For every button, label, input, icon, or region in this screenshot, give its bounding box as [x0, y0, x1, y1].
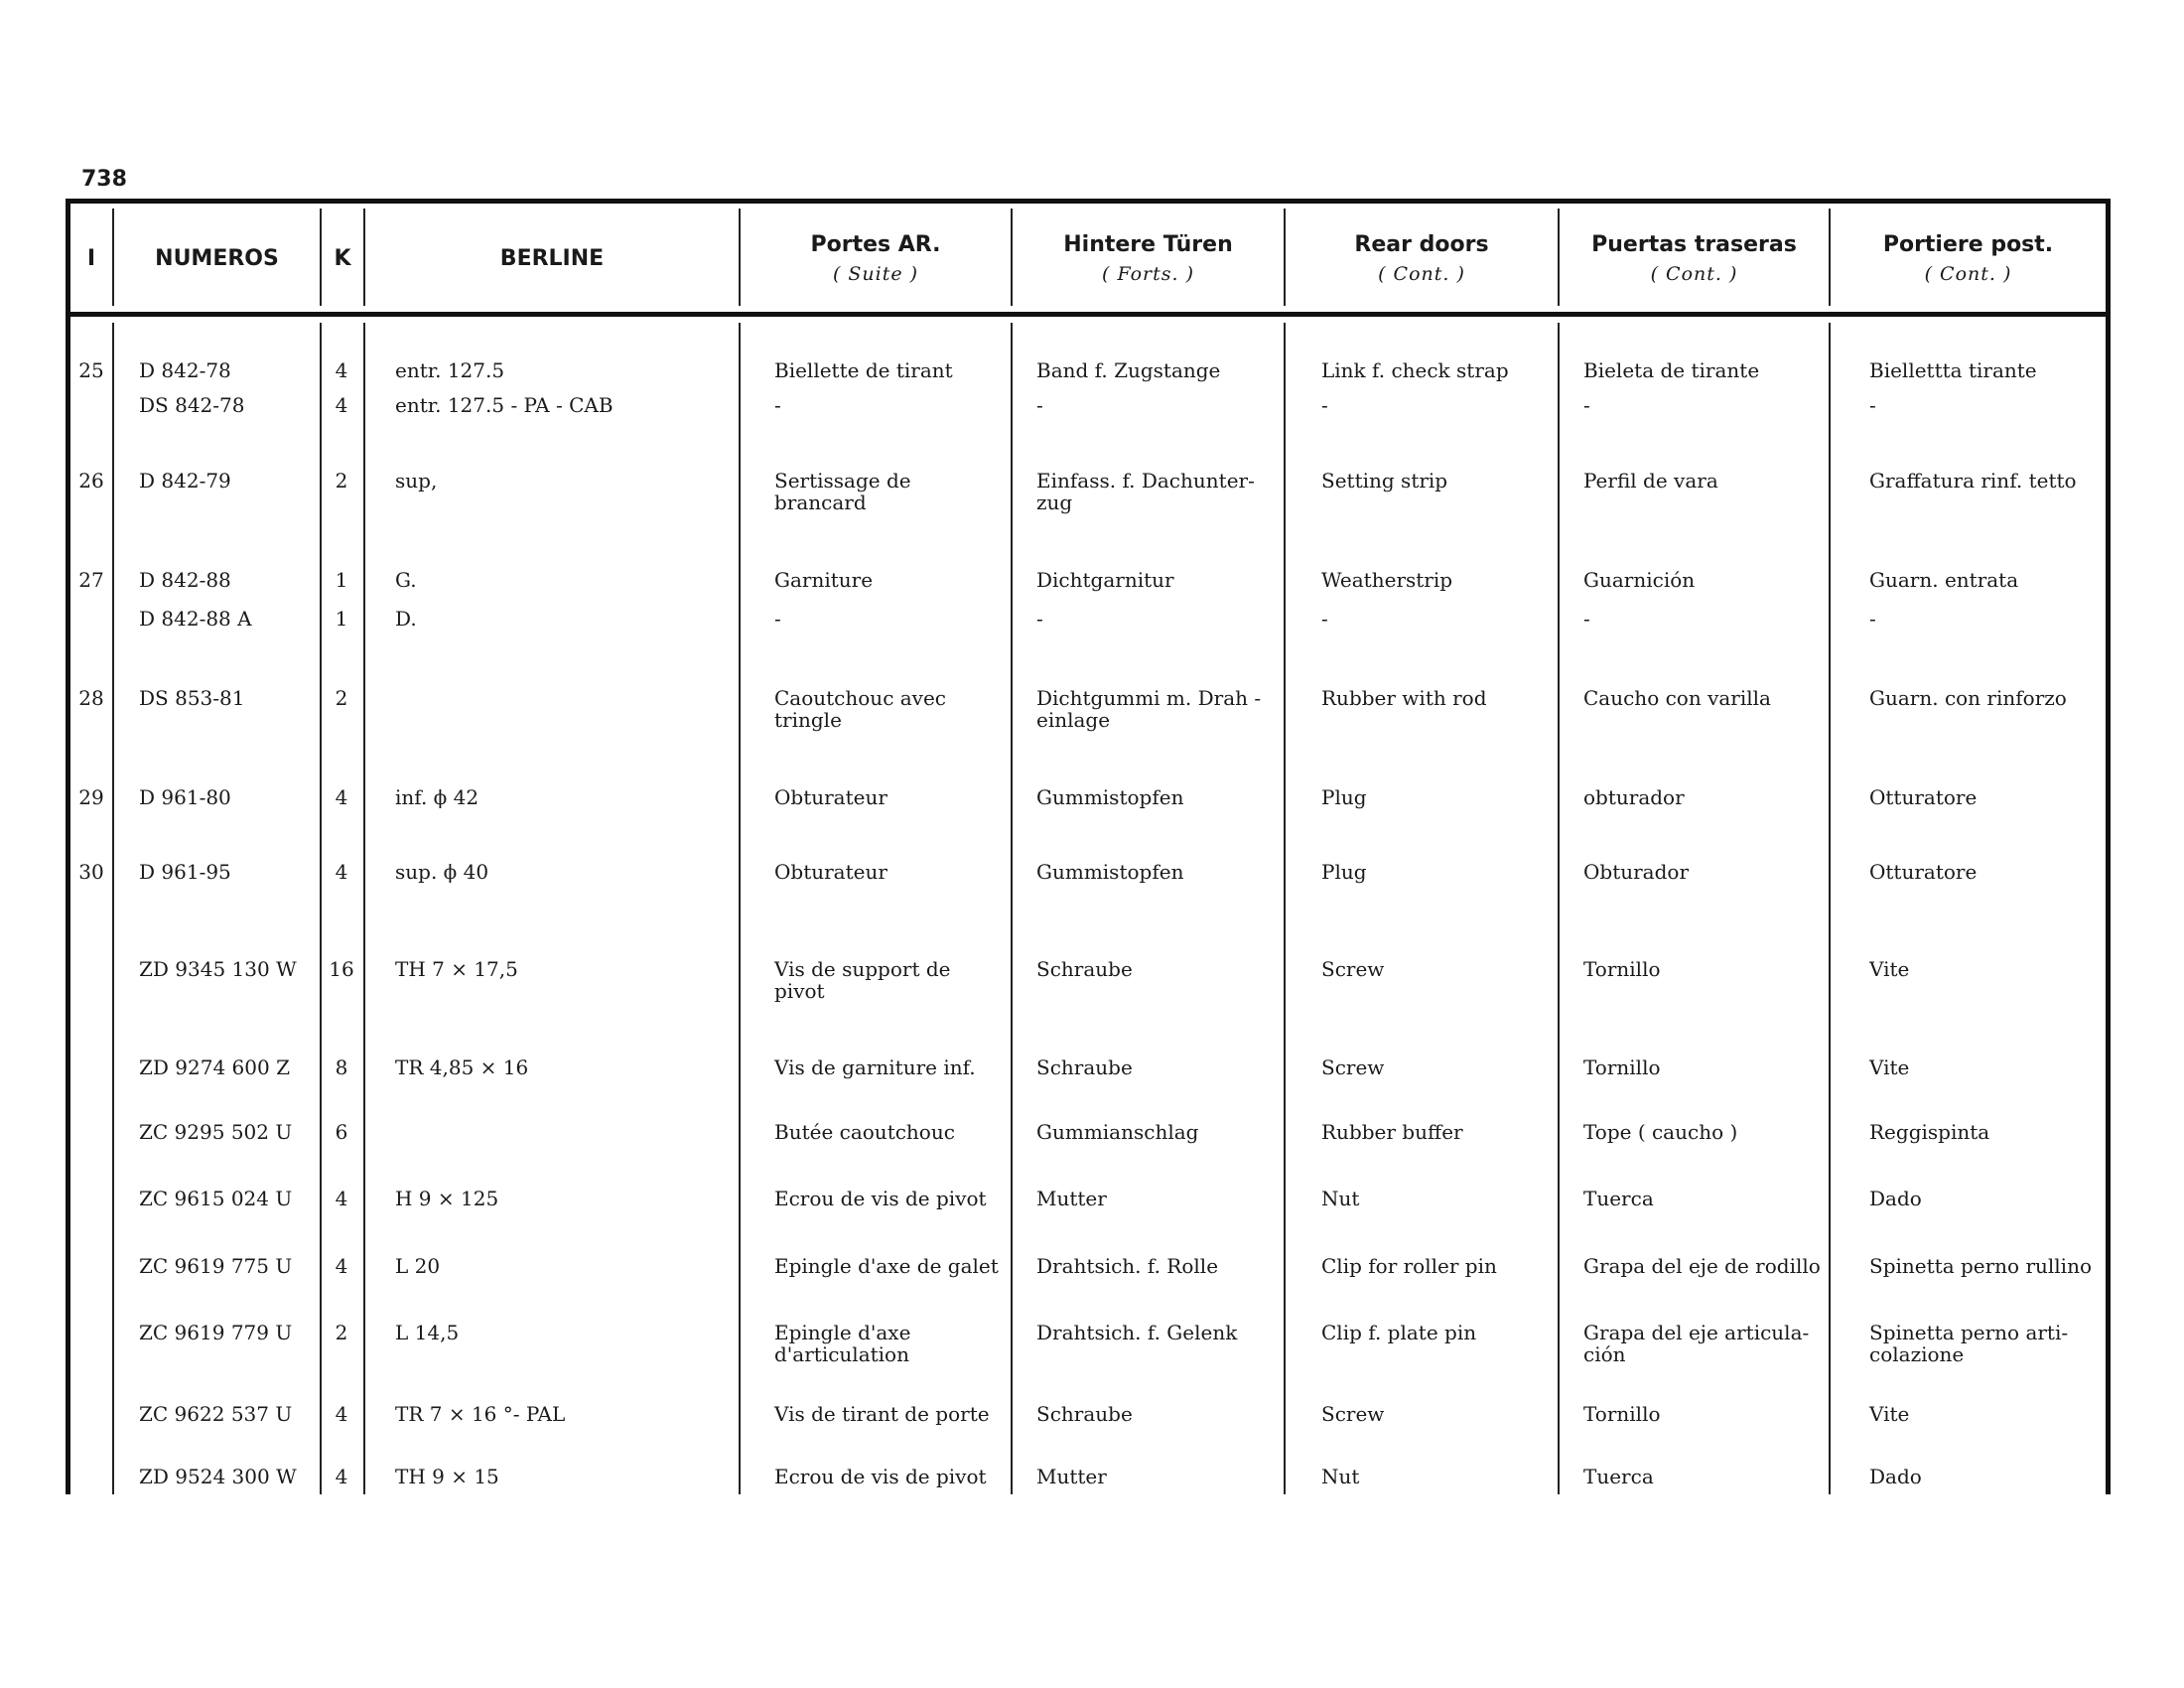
quantity: 4 — [335, 1402, 348, 1426]
body-column-divider — [1011, 323, 1013, 1494]
body-column-divider — [363, 323, 365, 1494]
desc-italian: Vite — [1869, 957, 1910, 981]
desc-english: Link f. check strap — [1321, 358, 1509, 382]
berline-spec: TH 7 × 17,5 — [395, 957, 518, 981]
header-french-title: Portes AR. — [810, 231, 941, 257]
desc-spanish: Tornillo — [1583, 1402, 1661, 1426]
desc-french: Vis de tirant de porte — [774, 1402, 990, 1426]
part-number: ZC 9622 537 U — [139, 1402, 293, 1426]
desc-german: - — [1036, 393, 1043, 417]
header-index — [70, 211, 112, 306]
header-spanish-sub: ( Cont. ) — [1650, 262, 1738, 285]
desc-german: Drahtsich. f. Rolle — [1036, 1254, 1219, 1278]
desc-italian: Dado — [1869, 1187, 1922, 1210]
desc-german: Drahtsich. f. Gelenk — [1036, 1321, 1238, 1344]
berline-spec: TR 7 × 16 °- PAL — [395, 1402, 566, 1426]
part-number: ZC 9615 024 U — [139, 1187, 293, 1210]
desc-french: Biellette de tirant — [774, 358, 953, 382]
desc-french: Epingle d'axe de galet — [774, 1254, 999, 1278]
body-column-divider — [1558, 323, 1560, 1494]
header-numeros-label: NUMEROS — [155, 245, 279, 271]
header-german-sub: ( Forts. ) — [1102, 262, 1194, 285]
header-english — [1286, 211, 1558, 306]
header-numeros — [114, 211, 320, 306]
desc-spanish: Tope ( caucho ) — [1583, 1120, 1738, 1144]
berline-spec: inf. ϕ 42 — [395, 785, 479, 809]
part-number: D 961-95 — [139, 860, 231, 884]
desc-spanish: Grapa del eje articula- ción — [1583, 1321, 1810, 1366]
desc-german: Gummianschlag — [1036, 1120, 1199, 1144]
header-berline-label: BERLINE — [499, 245, 605, 271]
body-column-divider — [112, 323, 114, 1494]
table-frame-top — [66, 199, 2111, 204]
header-italian-title: Portiere post. — [1882, 231, 2054, 257]
desc-english: Clip f. plate pin — [1321, 1321, 1477, 1344]
desc-italian: Spinetta perno arti- colazione — [1869, 1321, 2069, 1366]
desc-spanish: Caucho con varilla — [1583, 686, 1771, 710]
berline-spec: entr. 127.5 — [395, 358, 505, 382]
quantity: 4 — [335, 358, 348, 382]
desc-german: Gummistopfen — [1036, 785, 1184, 809]
desc-english: Plug — [1321, 785, 1367, 809]
part-number: D 842-78 — [139, 358, 231, 382]
header-k — [322, 211, 363, 306]
part-number: D 842-79 — [139, 469, 231, 492]
header-spanish — [1560, 211, 1829, 306]
part-number: ZC 9619 775 U — [139, 1254, 293, 1278]
desc-italian: - — [1869, 607, 1876, 631]
desc-english: Clip for roller pin — [1321, 1254, 1497, 1278]
desc-english: - — [1321, 607, 1328, 631]
row-index: 26 — [78, 469, 104, 492]
desc-italian: Vite — [1869, 1402, 1910, 1426]
header-german — [1013, 211, 1284, 306]
desc-german: Dichtgarnitur — [1036, 568, 1174, 592]
desc-english: Screw — [1321, 1055, 1385, 1079]
desc-german: Mutter — [1036, 1187, 1107, 1210]
desc-italian: Reggispinta — [1869, 1120, 1990, 1144]
desc-english: Setting strip — [1321, 469, 1448, 492]
part-number: ZC 9295 502 U — [139, 1120, 293, 1144]
desc-english: Screw — [1321, 957, 1385, 981]
desc-english: - — [1321, 393, 1328, 417]
quantity: 4 — [335, 860, 348, 884]
desc-german: Schraube — [1036, 1055, 1133, 1079]
desc-german: Schraube — [1036, 1402, 1133, 1426]
quantity: 4 — [335, 1254, 348, 1278]
desc-italian: Graffatura rinf. tetto — [1869, 469, 2077, 492]
desc-italian: - — [1869, 393, 1876, 417]
desc-english: Plug — [1321, 860, 1367, 884]
desc-french: Sertissage de brancard — [774, 469, 911, 514]
desc-german: Schraube — [1036, 957, 1133, 981]
header-divider — [66, 312, 2111, 317]
desc-spanish: Perfil de vara — [1583, 469, 1718, 492]
desc-french: Ecrou de vis de pivot — [774, 1465, 987, 1488]
desc-french: Ecrou de vis de pivot — [774, 1187, 987, 1210]
part-number: DS 853-81 — [139, 686, 245, 710]
table-frame-right — [2106, 199, 2111, 1494]
desc-spanish: - — [1583, 393, 1590, 417]
header-german-title: Hintere Türen — [1063, 231, 1233, 257]
desc-german: - — [1036, 607, 1043, 631]
desc-italian: Guarn. con rinforzo — [1869, 686, 2067, 710]
page-number: 738 — [81, 167, 127, 192]
body-column-divider — [739, 323, 741, 1494]
desc-english: Rubber buffer — [1321, 1120, 1463, 1144]
berline-spec: sup. ϕ 40 — [395, 860, 489, 884]
part-number: ZC 9619 779 U — [139, 1321, 293, 1344]
desc-french: Obturateur — [774, 860, 887, 884]
desc-french: Vis de garniture inf. — [774, 1055, 976, 1079]
quantity: 6 — [335, 1120, 348, 1144]
desc-italian: Guarn. entrata — [1869, 568, 2019, 592]
quantity: 2 — [335, 686, 348, 710]
berline-spec: D. — [395, 607, 417, 631]
desc-french: Caoutchouc avec tringle — [774, 686, 947, 732]
quantity: 8 — [335, 1055, 348, 1079]
desc-french: - — [774, 393, 781, 417]
desc-french: Vis de support de pivot — [774, 957, 951, 1003]
body-column-divider — [1829, 323, 1831, 1494]
quantity: 2 — [335, 469, 348, 492]
row-index: 30 — [78, 860, 104, 884]
desc-german: Einfass. f. Dachunter- zug — [1036, 469, 1255, 514]
table-frame-left — [66, 199, 70, 1494]
row-index: 27 — [78, 568, 104, 592]
row-index: 28 — [78, 686, 104, 710]
quantity: 1 — [335, 607, 348, 631]
desc-french: Obturateur — [774, 785, 887, 809]
desc-spanish: Grapa del eje de rodillo — [1583, 1254, 1821, 1278]
row-index: 25 — [78, 358, 104, 382]
row-index: 29 — [78, 785, 104, 809]
desc-italian: Dado — [1869, 1465, 1922, 1488]
header-berline — [365, 211, 739, 306]
header-english-title: Rear doors — [1354, 231, 1489, 257]
header-italian-sub: ( Cont. ) — [1924, 262, 2012, 285]
quantity: 16 — [329, 957, 354, 981]
desc-spanish: Guarnición — [1583, 568, 1696, 592]
berline-spec: G. — [395, 568, 417, 592]
body-column-divider — [320, 323, 322, 1494]
part-number: ZD 9524 300 W — [139, 1465, 297, 1488]
desc-english: Weatherstrip — [1321, 568, 1453, 592]
quantity: 4 — [335, 1187, 348, 1210]
part-number: DS 842-78 — [139, 393, 245, 417]
desc-english: Nut — [1321, 1465, 1360, 1488]
berline-spec: entr. 127.5 - PA - CAB — [395, 393, 614, 417]
quantity: 1 — [335, 568, 348, 592]
quantity: 2 — [335, 1321, 348, 1344]
desc-spanish: Tuerca — [1583, 1465, 1654, 1488]
header-english-sub: ( Cont. ) — [1378, 262, 1465, 285]
body-column-divider — [1284, 323, 1286, 1494]
header-k-label: K — [334, 245, 351, 271]
part-number: D 842-88 — [139, 568, 231, 592]
header-french — [741, 211, 1011, 306]
desc-spanish: Bieleta de tirante — [1583, 358, 1760, 382]
desc-italian: Spinetta perno rullino — [1869, 1254, 2093, 1278]
part-number: ZD 9345 130 W — [139, 957, 297, 981]
desc-spanish: - — [1583, 607, 1590, 631]
part-number: D 842-88 A — [139, 607, 252, 631]
desc-english: Nut — [1321, 1187, 1360, 1210]
quantity: 4 — [335, 393, 348, 417]
berline-spec: L 20 — [395, 1254, 441, 1278]
desc-french: - — [774, 607, 781, 631]
desc-spanish: obturador — [1583, 785, 1685, 809]
quantity: 4 — [335, 785, 348, 809]
desc-french: Epingle d'axe d'articulation — [774, 1321, 911, 1366]
desc-spanish: Tornillo — [1583, 1055, 1661, 1079]
desc-english: Rubber with rod — [1321, 686, 1487, 710]
header-index-label: I — [86, 245, 96, 271]
desc-german: Mutter — [1036, 1465, 1107, 1488]
header-spanish-title: Puertas traseras — [1591, 231, 1797, 257]
desc-german: Gummistopfen — [1036, 860, 1184, 884]
berline-spec: H 9 × 125 — [395, 1187, 499, 1210]
desc-french: Garniture — [774, 568, 874, 592]
desc-english: Screw — [1321, 1402, 1385, 1426]
desc-german: Band f. Zugstange — [1036, 358, 1221, 382]
desc-italian: Otturatore — [1869, 785, 1978, 809]
desc-italian: Biellettta tirante — [1869, 358, 2037, 382]
berline-spec: L 14,5 — [395, 1321, 460, 1344]
berline-spec: sup, — [395, 469, 438, 492]
desc-french: Butée caoutchouc — [774, 1120, 955, 1144]
part-number: ZD 9274 600 Z — [139, 1055, 290, 1079]
desc-italian: Vite — [1869, 1055, 1910, 1079]
desc-spanish: Tuerca — [1583, 1187, 1654, 1210]
desc-italian: Otturatore — [1869, 860, 1978, 884]
header-french-sub: ( Suite ) — [832, 262, 919, 285]
desc-spanish: Obturador — [1583, 860, 1690, 884]
berline-spec: TH 9 × 15 — [395, 1465, 499, 1488]
header-italian — [1831, 211, 2106, 306]
desc-german: Dichtgummi m. Drah - einlage — [1036, 686, 1262, 732]
quantity: 4 — [335, 1465, 348, 1488]
berline-spec: TR 4,85 × 16 — [395, 1055, 529, 1079]
desc-spanish: Tornillo — [1583, 957, 1661, 981]
part-number: D 961-80 — [139, 785, 231, 809]
